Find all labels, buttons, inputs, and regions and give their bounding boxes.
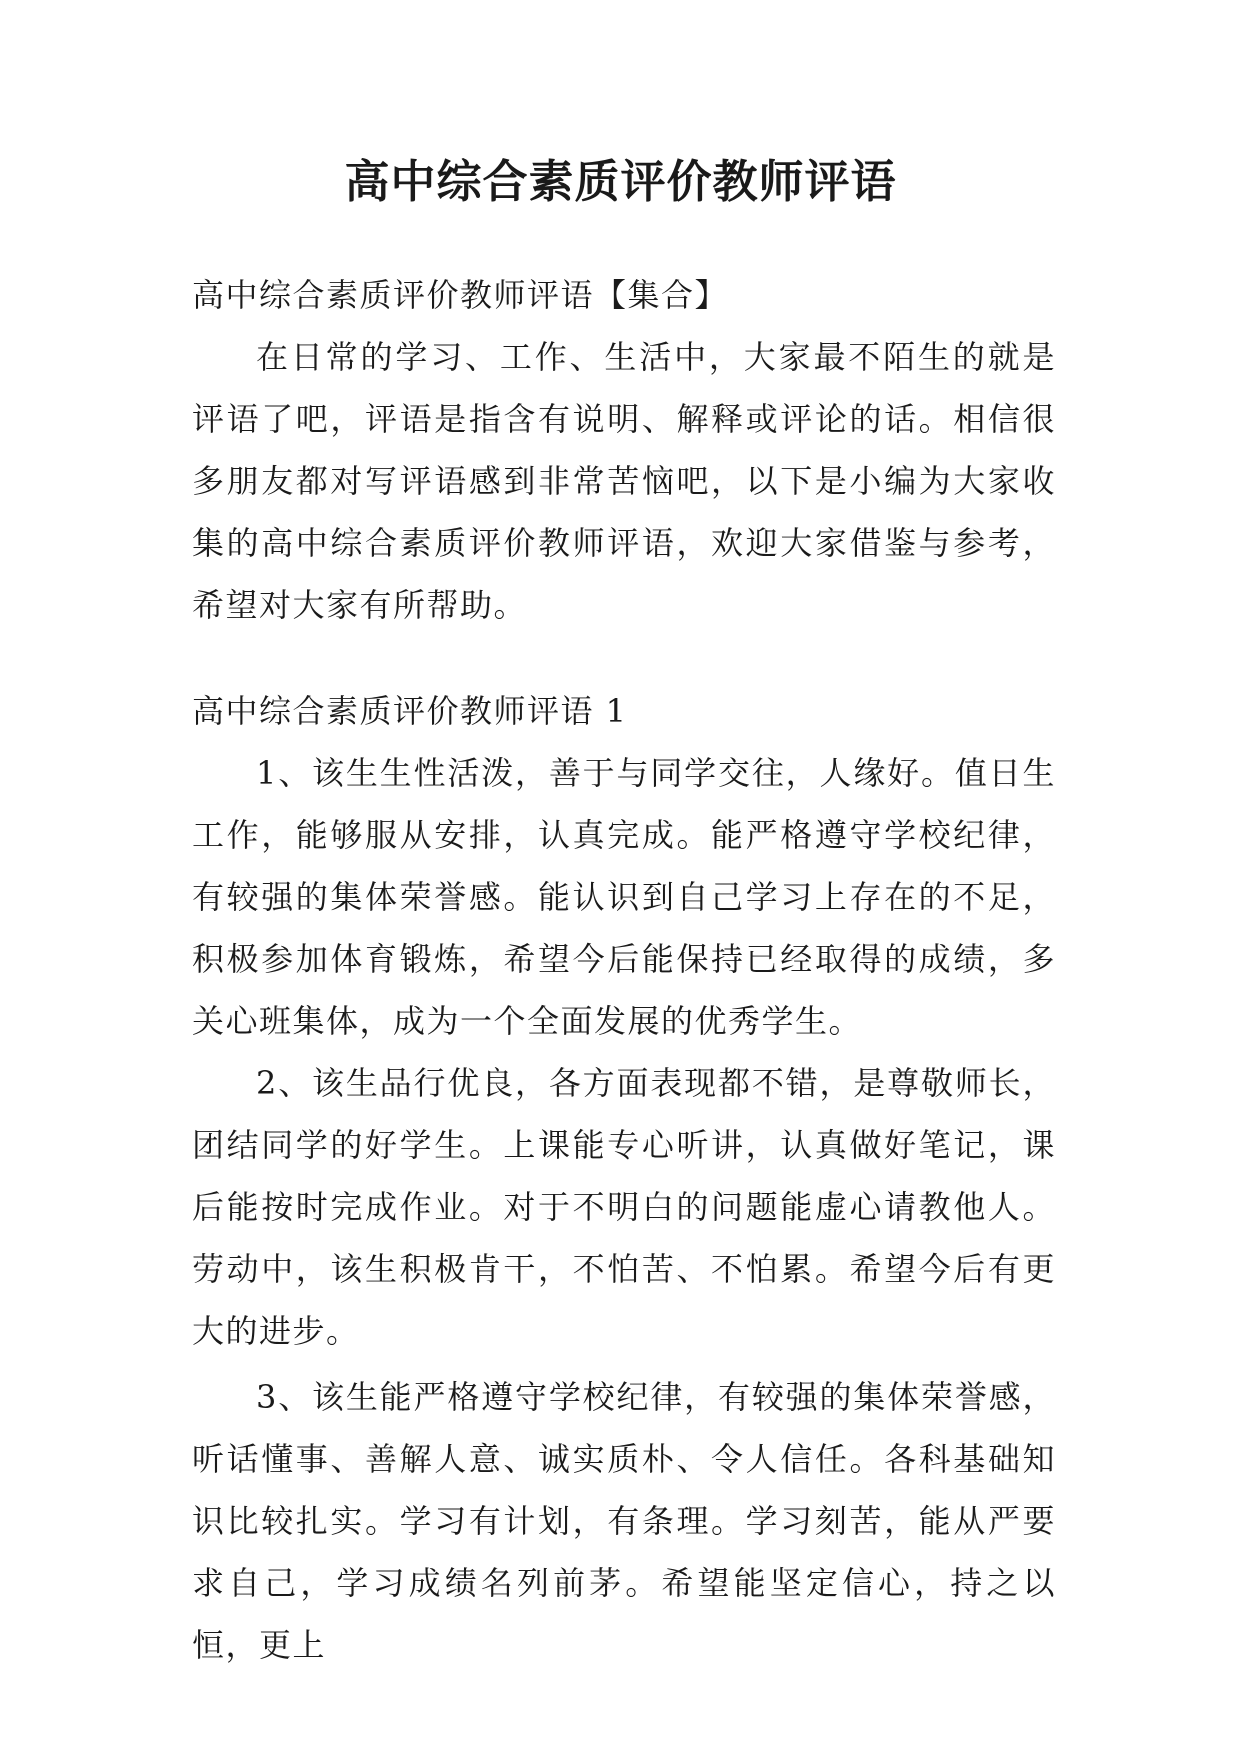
- document-body: [192, 264, 1056, 1676]
- section-spacer: [192, 636, 1056, 680]
- intro-paragraph: 在日常的学习、工作、生活中，大家最不陌生的就是评语了吧，评语是指含有说明、解释或评论的话。相信很多朋友都对写评语感到非常苦恼吧，以下是小编为大家收集的高中综合素质评价教师评语，欢迎大家借鉴与参考，希望对大家有所帮助。: [192, 338, 1056, 624]
- intro-heading: 高中综合素质评价教师评语【集合】: [192, 276, 729, 314]
- section-heading: 高中综合素质评价教师评语 1: [192, 692, 628, 730]
- document-title: 高中综合素质评价教师评语: [344, 155, 897, 208]
- comment-item: 3、该生能严格遵守学校纪律，有较强的集体荣誉感，听话懂事、善解人意、诚实质朴、令人信任。各科基础知识比较扎实。学习有计划，有条理。学习刻苦，能从严要求自己，学习成绩名列前茅。希望能坚定信心，持之以恒，更上: [192, 1378, 1056, 1664]
- comment-item: 2、该生品行优良，各方面表现都不错，是尊敬师长，团结同学的好学生。上课能专心听讲，认真做好笔记，课后能按时完成作业。对于不明白的问题能虚心请教他人。劳动中，该生积极肯干，不怕苦、不怕累。希望今后有更大的进步。: [192, 1064, 1056, 1350]
- comment-item: 1、该生生性活泼，善于与同学交往，人缘好。值日生工作，能够服从安排，认真完成。能严格遵守学校纪律，有较强的集体荣誉感。能认识到自己学习上存在的不足，积极参加体育锻炼，希望今后能保持已经取得的成绩，多关心班集体，成为一个全面发展的优秀学生。: [192, 754, 1056, 1040]
